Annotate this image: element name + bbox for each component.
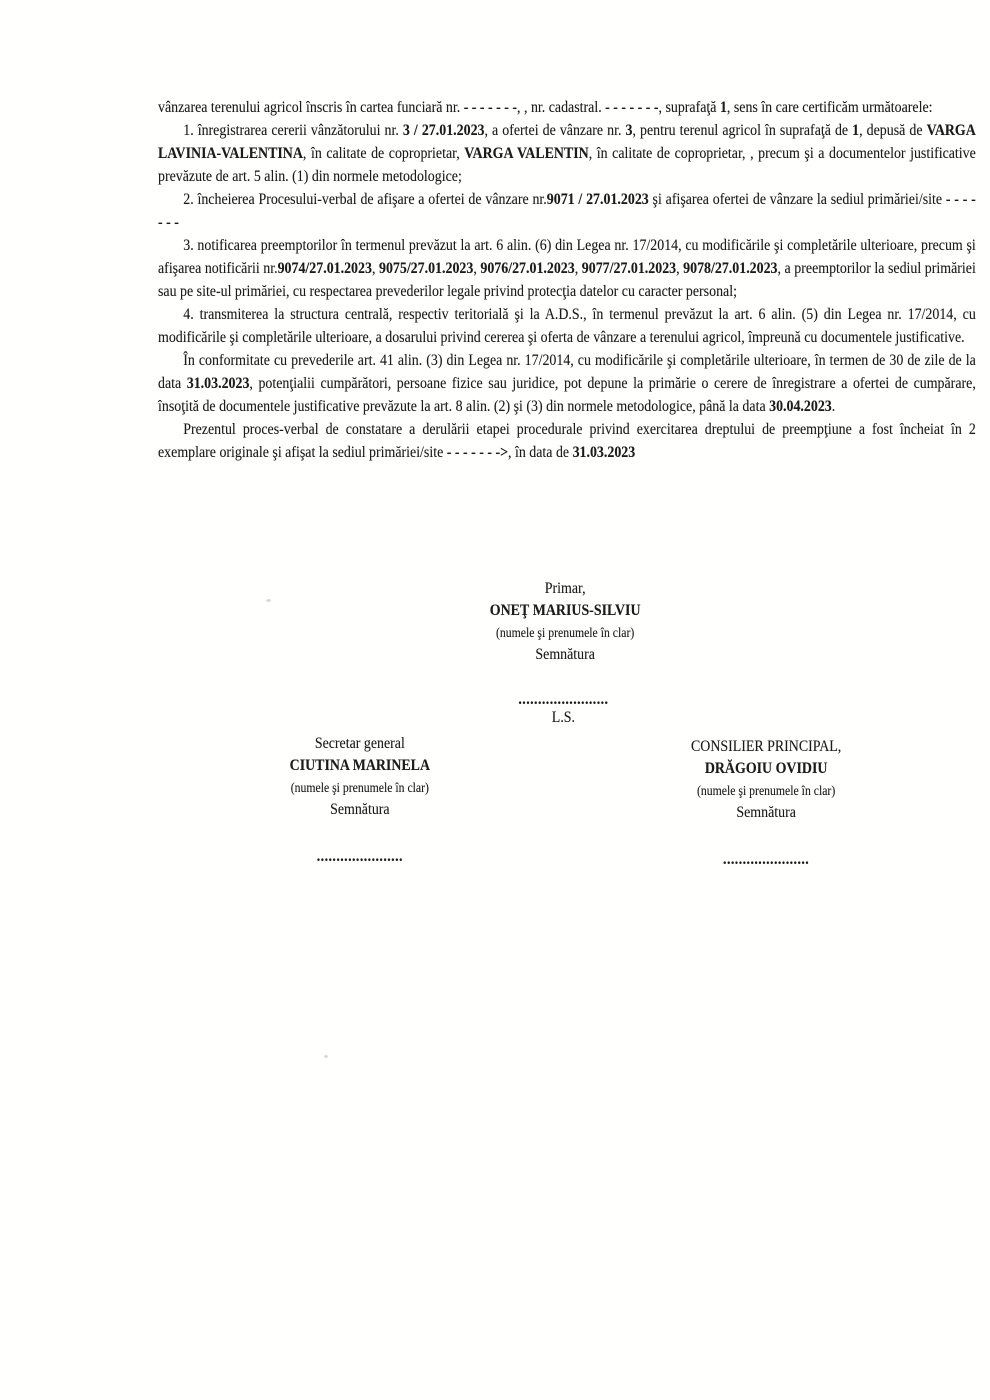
emphasized-text: - - - - - - -> <box>446 444 509 461</box>
paragraph <box>158 349 976 418</box>
signature-title: Primar, <box>544 580 586 597</box>
body-text: , , nr. cadastral. <box>517 99 606 116</box>
emphasized-text: 31.03.2023 <box>572 444 636 461</box>
body-text: În conformitate cu prevederile art. 41 alin. (3) din Legea nr. 17/2014, cu modificările şi completările ulterioare, în termen de 30 de zile de la data <box>158 352 976 392</box>
signature-dotted-line: ...................... <box>723 851 810 868</box>
paragraph <box>158 418 976 464</box>
emphasized-text: - - - - - - - <box>463 99 518 116</box>
scan-speck <box>266 599 271 602</box>
emphasized-text: 3 <box>625 122 633 139</box>
body-text: , a preemptorilor la sediul primăriei sau pe site-ul primăriei, cu respectarea prevederilor legale privind protecţia datelor cu caracter personal; <box>158 260 976 300</box>
document-body <box>158 96 976 464</box>
signature-title: Secretar general <box>314 735 405 752</box>
body-text: , în data de <box>508 444 573 461</box>
body-text: , în calitate de coproprietar, <box>302 145 465 162</box>
scan-speck <box>324 1055 328 1058</box>
body-text: 2. încheierea Procesului-verbal de afişare a ofertei de vânzare nr. <box>183 191 547 208</box>
paragraph <box>158 188 976 234</box>
signature-name: ONEŢ MARIUS-SILVIU <box>489 602 641 619</box>
body-text: 1. înregistrarea cererii vânzătorului nr. <box>183 122 403 139</box>
signature-dotted-line: ....................... <box>518 691 609 708</box>
body-text: . <box>831 398 836 415</box>
body-text: , <box>473 260 481 277</box>
body-text: vânzarea terenului agricol înscris în cartea funciară nr. <box>158 99 464 116</box>
signature-dotted-line: ...................... <box>316 848 403 865</box>
emphasized-text: - - - - - - - <box>158 191 976 231</box>
emphasized-text: 3 / 27.01.2023 <box>402 122 485 139</box>
stamp-label: L.S. <box>551 709 576 726</box>
paragraph <box>158 234 976 303</box>
emphasized-text: 9078/27.01.2023 <box>683 260 778 277</box>
signature-label: Semnătura <box>535 646 595 663</box>
emphasized-text: - - - - - - - <box>605 99 659 116</box>
emphasized-text: 1 <box>719 99 727 116</box>
paragraph <box>158 96 976 119</box>
emphasized-text: 9077/27.01.2023 <box>581 260 677 277</box>
body-text: 4. transmiterea la structura centrală, respectiv teritorială şi la A.D.S., în termenul prevăzut la art. 6 alin. (5) din Legea nr. 17/2014, cu modificările şi completările ulterioare, a dosarului privind cererea şi oferta de vânzare a terenului agricol, împreună cu documentele justificative. <box>158 306 976 346</box>
body-text: , <box>574 260 582 277</box>
signature-label: Semnătura <box>736 804 796 821</box>
signature-name: CIUTINA MARINELA <box>289 757 431 774</box>
body-text: , depusă de <box>859 122 927 139</box>
body-text: 3. notificarea preemptorilor în termenul prevăzut la art. 6 alin. (6) din Legea nr. 17/2014, cu modificările şi completările ulterioare, precum şi afişarea notificării nr. <box>158 237 976 277</box>
body-text: , sens în care certificăm următoarele: <box>726 99 933 116</box>
emphasized-text: 9076/27.01.2023 <box>480 260 575 277</box>
stamp-area <box>518 692 608 728</box>
emphasized-text: VARGA VALENTIN <box>464 145 589 162</box>
signature-note: (numele şi prenumele în clar) <box>696 783 836 798</box>
emphasized-text: 31.03.2023 <box>186 375 250 392</box>
emphasized-text: 1 <box>852 122 860 139</box>
body-text: , <box>371 260 379 277</box>
signature-note: (numele şi prenumele în clar) <box>496 625 635 640</box>
body-text: şi afişarea ofertei de vânzare la sediul primăriei/site <box>648 191 946 208</box>
emphasized-text: 9074/27.01.2023 <box>277 260 372 277</box>
emphasized-text: 30.04.2023 <box>769 398 832 415</box>
signature-block-consilier <box>691 736 841 868</box>
signature-title: CONSILIER PRINCIPAL, <box>690 738 842 755</box>
signature-label: Semnătura <box>330 801 390 818</box>
body-text: , pentru terenul agricol în suprafaţă de <box>632 122 853 139</box>
paragraph <box>158 303 976 349</box>
body-text: , potenţialii cumpărători, persoane fizice sau juridice, pot depune la primărie o cerere de înregistrare a ofertei de cumpărare, însoţită de documentele justificative prevăzute la art. 8 alin. (2) şi (3) din normele metodologice, până la data <box>158 375 976 415</box>
body-text: Prezentul proces-verbal de constatare a derulării etapei procedurale privind exercitarea dreptului de preempţiune a fost încheiat în 2 exemplare originale şi afişat la sediul primăriei/site <box>158 421 976 461</box>
signature-note: (numele şi prenumele în clar) <box>290 780 429 795</box>
signature-block-secretar <box>290 733 430 865</box>
emphasized-text: 9075/27.01.2023 <box>378 260 474 277</box>
signature-name: DRĂGOIU OVIDIU <box>704 760 828 777</box>
body-text: , în calitate de coproprietar, , precum şi a documentelor justificative prevăzute de art. 5 alin. (1) din normele metodologice; <box>158 145 976 185</box>
emphasized-text: VARGA LAVINIA-VALENTINA <box>158 122 976 162</box>
paragraph <box>158 119 976 188</box>
emphasized-text: 9071 / 27.01.2023 <box>546 191 649 208</box>
body-text: , <box>676 260 684 277</box>
body-text: , a ofertei de vânzare nr. <box>484 122 626 139</box>
body-text: , suprafaţă <box>658 99 720 116</box>
document-content <box>158 96 976 868</box>
signature-block-primar <box>490 578 641 666</box>
